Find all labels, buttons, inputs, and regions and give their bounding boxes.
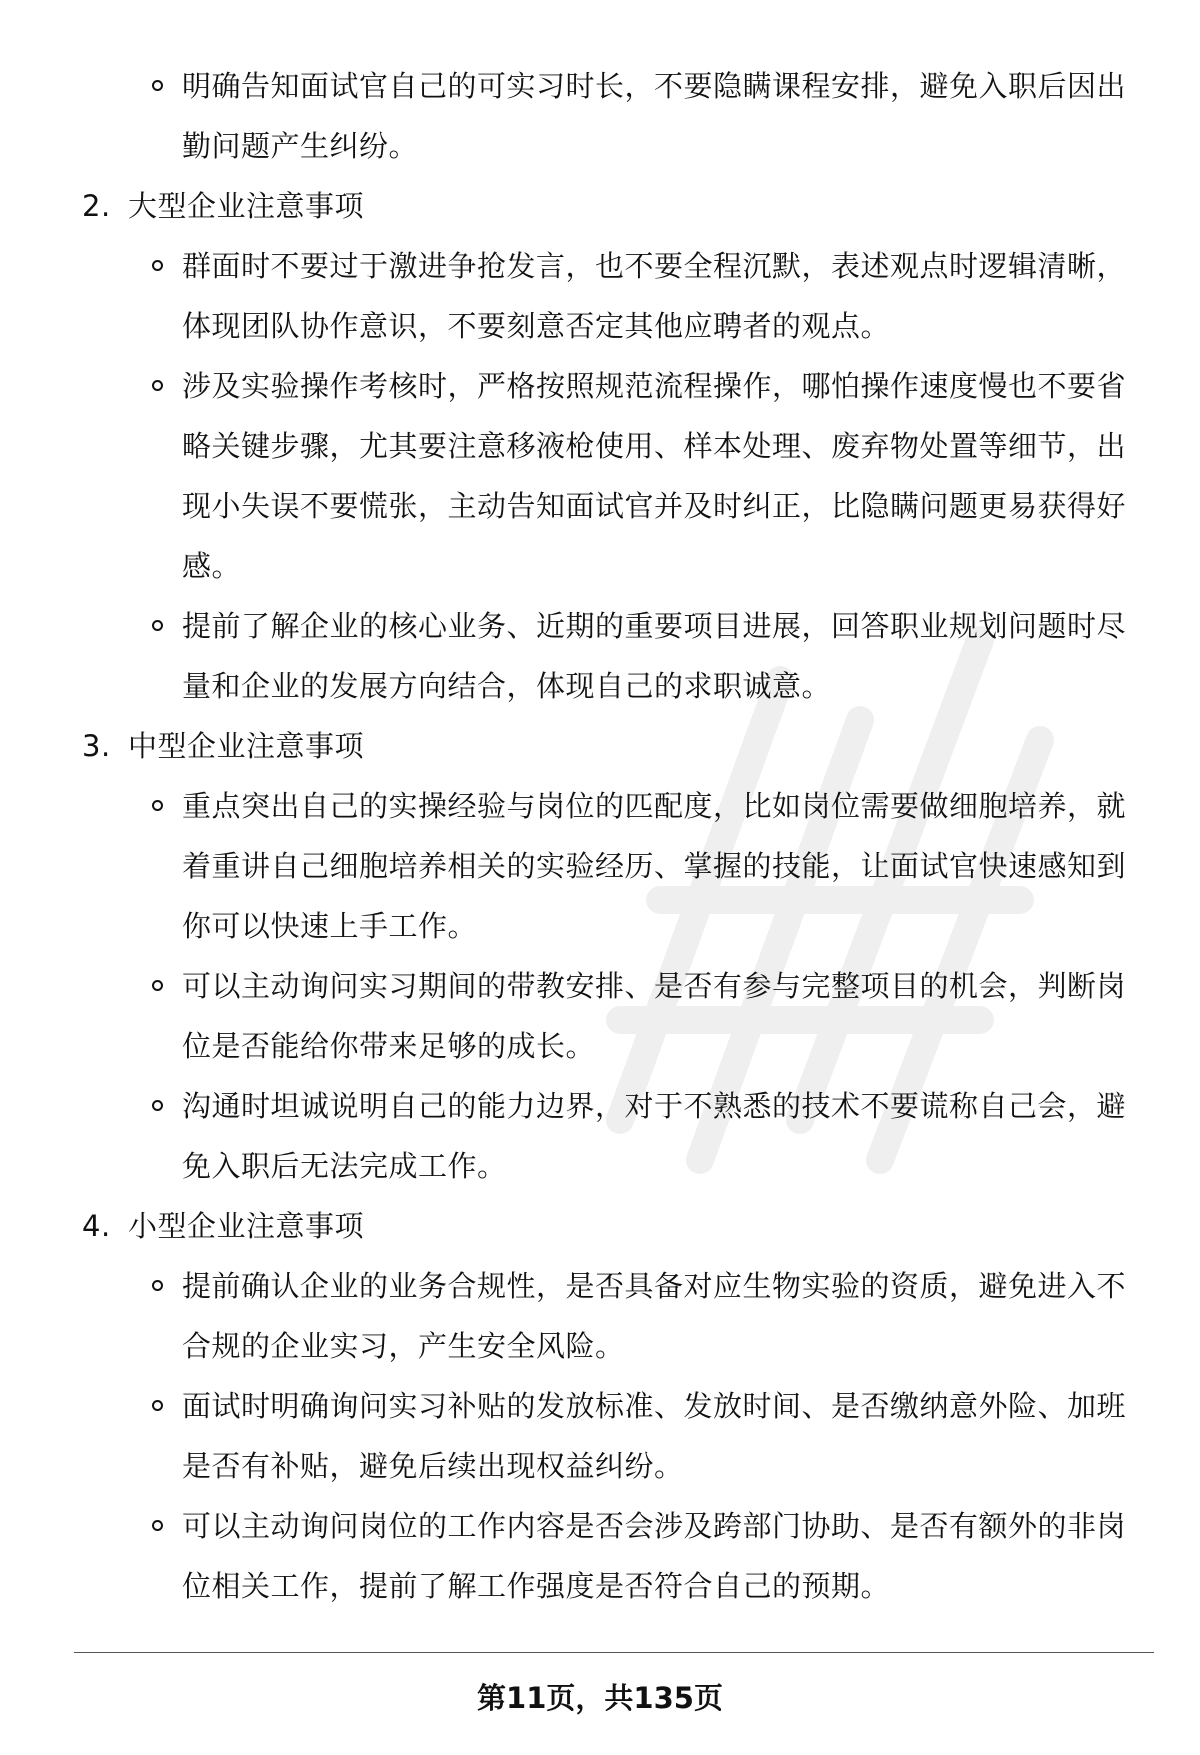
bullet-text: 沟通时坦诚说明自己的能力边界，对于不熟悉的技术不要谎称自己会，避免入职后无法完成工作。 (182, 1089, 1127, 1183)
bullet-text: 涉及实验操作考核时，严格按照规范流程操作，哪怕操作速度慢也不要省略关键步骤，尤其要注意移液枪使用、样本处理、废弃物处置等细节，出现小失误不要慌张，主动告知面试官并及时纠正，比隐瞒问题更易获得好感。 (182, 369, 1127, 583)
list-item (82, 776, 1142, 956)
circle-bullet-icon (152, 800, 163, 811)
list-item (82, 356, 1142, 596)
section-title: 小型企业注意事项 (128, 1209, 365, 1243)
list-item (82, 956, 1142, 1076)
circle-bullet-icon (152, 260, 163, 271)
circle-bullet-icon (152, 980, 163, 991)
list-item (82, 236, 1142, 356)
circle-bullet-icon (152, 1100, 163, 1111)
circle-bullet-icon (152, 1520, 163, 1531)
section-number: 2. (82, 189, 111, 223)
bullet-text: 明确告知面试官自己的可实习时长，不要隐瞒课程安排，避免入职后因出勤问题产生纠纷。 (182, 69, 1127, 163)
bullet-text: 群面时不要过于激进争抢发言，也不要全程沉默，表述观点时逻辑清晰，体现团队协作意识，不要刻意否定其他应聘者的观点。 (182, 249, 1127, 343)
section-heading-large-enterprise (82, 176, 1142, 236)
bullet-text: 提前确认企业的业务合规性，是否具备对应生物实验的资质，避免进入不合规的企业实习，产生安全风险。 (182, 1269, 1127, 1363)
circle-bullet-icon (152, 1280, 163, 1291)
section-number: 3. (82, 729, 111, 763)
circle-bullet-icon (152, 1400, 163, 1411)
bullet-text: 可以主动询问岗位的工作内容是否会涉及跨部门协助、是否有额外的非岗位相关工作，提前了解工作强度是否符合自己的预期。 (182, 1509, 1127, 1603)
section-heading-medium-enterprise (82, 716, 1142, 776)
list-item (82, 1376, 1142, 1496)
section-number: 4. (82, 1209, 111, 1243)
list-item (82, 56, 1142, 176)
list-item (82, 1256, 1142, 1376)
bullet-text: 可以主动询问实习期间的带教安排、是否有参与完整项目的机会，判断岗位是否能给你带来足够的成长。 (182, 969, 1127, 1063)
section-title: 中型企业注意事项 (128, 729, 365, 763)
circle-bullet-icon (152, 80, 163, 91)
list-item (82, 596, 1142, 716)
list-item (82, 1076, 1142, 1196)
list-item (82, 1496, 1142, 1616)
bullet-text: 面试时明确询问实习补贴的发放标准、发放时间、是否缴纳意外险、加班是否有补贴，避免后续出现权益纠纷。 (182, 1389, 1127, 1483)
page-number: 第11页，共135页 (477, 1681, 723, 1715)
section-heading-small-enterprise (82, 1196, 1142, 1256)
document-content (82, 56, 1142, 1616)
bullet-text: 提前了解企业的核心业务、近期的重要项目进展，回答职业规划问题时尽量和企业的发展方向结合，体现自己的求职诚意。 (182, 609, 1127, 703)
circle-bullet-icon (152, 380, 163, 391)
bullet-text: 重点突出自己的实操经验与岗位的匹配度，比如岗位需要做细胞培养，就着重讲自己细胞培养相关的实验经历、掌握的技能，让面试官快速感知到你可以快速上手工作。 (182, 789, 1127, 943)
footer-divider (74, 1652, 1154, 1653)
circle-bullet-icon (152, 620, 163, 631)
section-title: 大型企业注意事项 (128, 189, 365, 223)
